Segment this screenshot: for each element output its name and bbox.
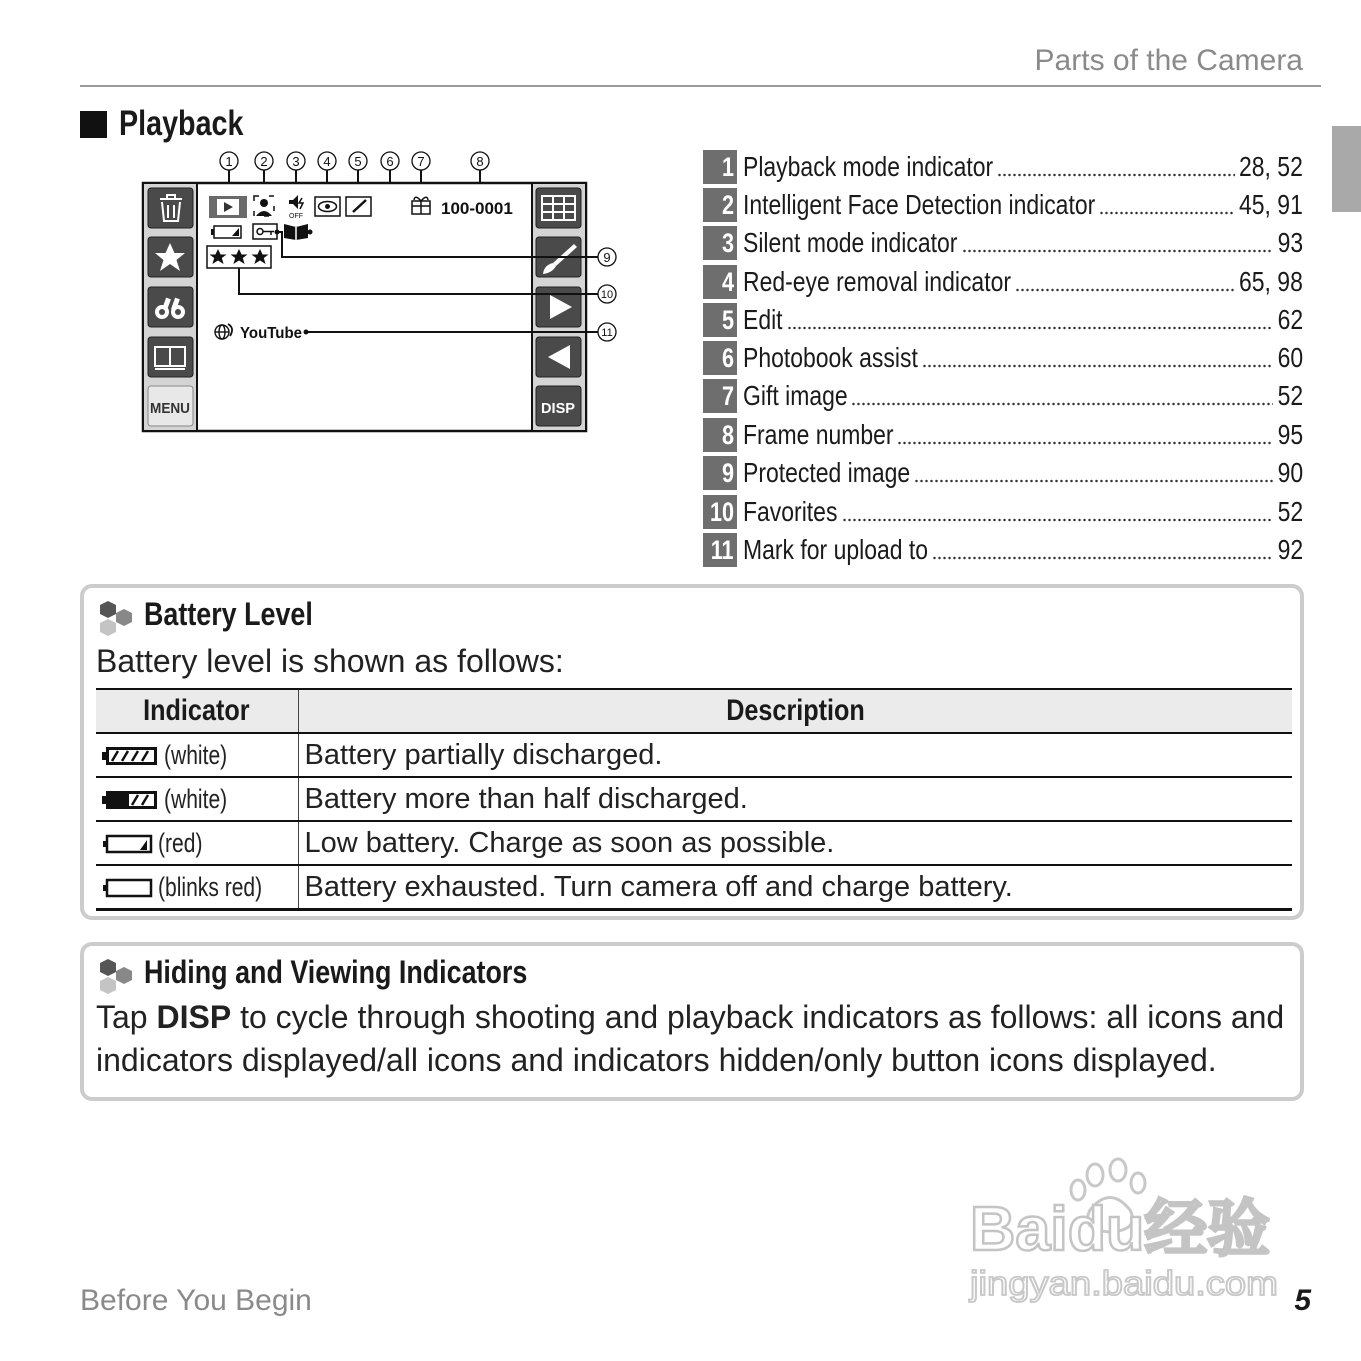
header-rule xyxy=(80,85,1321,87)
legend-leader-dots xyxy=(962,248,1273,254)
previous-button[interactable] xyxy=(536,337,581,377)
legend-leader-dots xyxy=(997,172,1235,178)
legend-item xyxy=(703,150,1303,184)
callout-4 xyxy=(318,152,336,170)
svg-text:3: 3 xyxy=(292,154,300,169)
legend-page-ref: 45, 91 xyxy=(1239,189,1303,220)
svg-text:6: 6 xyxy=(386,154,394,169)
legend-label: Mark for upload to xyxy=(743,534,929,565)
svg-text:DISP: DISP xyxy=(541,400,575,417)
indicator-cell: (red) xyxy=(96,821,298,865)
svg-text:7: 7 xyxy=(417,154,425,169)
legend-number: 7 xyxy=(703,379,737,413)
search-button[interactable] xyxy=(148,287,193,327)
youtube-label: YouTube xyxy=(240,325,303,342)
legend-page-ref: 92 xyxy=(1277,534,1303,565)
screen-diagram xyxy=(140,148,640,438)
legend-item xyxy=(703,303,1303,337)
legend-item xyxy=(703,226,1303,260)
favorites-stars xyxy=(207,246,271,268)
legend-leader-dots xyxy=(842,517,1274,523)
callout-3 xyxy=(287,152,305,170)
description-cell: Low battery. Charge as soon as possible. xyxy=(298,821,1292,865)
legend-number: 11 xyxy=(703,533,737,567)
menu-button[interactable] xyxy=(148,386,193,426)
legend-number: 8 xyxy=(703,418,737,452)
svg-text:5: 5 xyxy=(354,154,362,169)
baidu-watermark xyxy=(960,1150,1290,1310)
battery-title: Battery Level xyxy=(144,596,313,632)
legend-label: Playback mode indicator xyxy=(743,151,994,182)
legend-label: Photobook assist xyxy=(743,342,918,373)
battery-table xyxy=(96,688,1292,911)
disp-button[interactable] xyxy=(536,386,581,426)
tip-hexagon-icon xyxy=(96,958,136,996)
legend-page-ref: 93 xyxy=(1277,227,1303,258)
description-cell: Battery partially discharged. xyxy=(298,733,1292,777)
callout-10 xyxy=(598,285,616,303)
playback-mode-indicator xyxy=(209,196,247,218)
hiding-indicators-box xyxy=(80,942,1304,1101)
svg-text:OFF: OFF xyxy=(289,213,303,220)
legend-item xyxy=(703,418,1303,452)
battery-half-icon xyxy=(102,788,160,812)
legend-label: Gift image xyxy=(743,380,848,411)
legend-label: Frame number xyxy=(743,419,894,450)
legend-page-ref: 90 xyxy=(1277,457,1303,488)
hiding-text: Tap DISP to cycle through shooting and playback indicators as follows: all icons and indicators displayed/all icons and indicators hidden/only button icons displayed. xyxy=(96,999,1285,1078)
battery-partial-icon xyxy=(102,744,160,768)
red-eye-icon xyxy=(315,197,340,216)
legend-label: Protected image xyxy=(743,457,911,488)
table-row xyxy=(96,865,1292,910)
legend-number: 3 xyxy=(703,226,737,260)
legend-leader-dots xyxy=(1099,210,1235,216)
legend-page-ref: 65, 98 xyxy=(1239,266,1303,297)
indicator-cell: (white) xyxy=(96,733,298,777)
legend-page-ref: 52 xyxy=(1277,380,1303,411)
disp-keyword: DISP xyxy=(156,999,232,1035)
battery-empty-icon xyxy=(102,876,154,900)
photobook-button[interactable] xyxy=(148,337,193,377)
svg-text:2: 2 xyxy=(260,154,268,169)
battery-level-box xyxy=(80,584,1304,920)
callout-2 xyxy=(255,152,273,170)
legend-page-ref: 62 xyxy=(1277,304,1303,335)
table-row xyxy=(96,733,1292,777)
legend-item xyxy=(703,495,1303,529)
legend-number: 1 xyxy=(703,150,737,184)
callout-5 xyxy=(349,152,367,170)
battery-low-icon xyxy=(102,832,154,856)
legend-item xyxy=(703,265,1303,299)
legend-leader-dots xyxy=(787,325,1273,331)
frame-number: 100-0001 xyxy=(441,199,513,218)
tip-hexagon-icon xyxy=(96,600,136,638)
section-heading xyxy=(80,102,271,146)
legend-item xyxy=(703,379,1303,413)
callout-9 xyxy=(598,248,616,266)
svg-text:9: 9 xyxy=(603,250,611,265)
trash-button[interactable] xyxy=(148,188,193,228)
watermark-url: jingyan.baidu.com xyxy=(968,1265,1278,1303)
hiding-title: Hiding and Viewing Indicators xyxy=(144,954,528,990)
callout-6 xyxy=(381,152,399,170)
watermark-brand: Baidu经验 xyxy=(970,1195,1270,1264)
legend-label: Edit xyxy=(743,304,783,335)
legend-number: 10 xyxy=(703,495,737,529)
legend-page-ref: 28, 52 xyxy=(1239,151,1303,182)
indicator-cell: (blinks red) xyxy=(96,865,298,910)
legend-number: 2 xyxy=(703,188,737,222)
legend-leader-dots xyxy=(897,440,1273,446)
description-cell: Battery more than half discharged. xyxy=(298,777,1292,821)
battery-intro: Battery level is shown as follows: xyxy=(96,643,564,679)
legend-label: Red-eye removal indicator xyxy=(743,266,1011,297)
legend-number: 4 xyxy=(703,265,737,299)
thumbnail-button[interactable] xyxy=(536,188,581,228)
protected-key-icon xyxy=(253,224,277,239)
legend-item xyxy=(703,533,1303,567)
indicator-cell: (white) xyxy=(96,777,298,821)
legend-label: Favorites xyxy=(743,496,838,527)
legend-item xyxy=(703,341,1303,375)
legend-page-ref: 60 xyxy=(1277,342,1303,373)
legend-number: 9 xyxy=(703,456,737,490)
description-header: Description xyxy=(298,689,1292,733)
legend-item xyxy=(703,188,1303,222)
legend-page-ref: 95 xyxy=(1277,419,1303,450)
table-row xyxy=(96,777,1292,821)
heading-square-icon xyxy=(80,111,107,138)
svg-text:1: 1 xyxy=(225,154,233,169)
legend-leader-dots xyxy=(851,401,1273,407)
callout-1 xyxy=(220,152,238,170)
svg-text:4: 4 xyxy=(323,154,331,169)
footer-section-name: Before You Begin xyxy=(80,1284,312,1317)
svg-text:10: 10 xyxy=(600,289,614,301)
callout-7 xyxy=(412,152,430,170)
callout-11 xyxy=(598,323,616,341)
screen-battery-icon xyxy=(211,226,241,238)
description-cell: Battery exhausted. Turn camera off and charge battery. xyxy=(298,865,1292,910)
svg-text:MENU: MENU xyxy=(150,400,190,417)
favorite-button[interactable] xyxy=(148,237,193,277)
page-number: 5 xyxy=(1294,1284,1311,1317)
legend-label: Silent mode indicator xyxy=(743,227,958,258)
callout-8 xyxy=(471,152,489,170)
table-row xyxy=(96,821,1292,865)
legend-item xyxy=(703,456,1303,490)
header-title: Parts of the Camera xyxy=(1034,44,1303,77)
legend-number: 5 xyxy=(703,303,737,337)
legend-page-ref: 52 xyxy=(1277,496,1303,527)
section-title: Playback xyxy=(119,104,244,143)
svg-text:8: 8 xyxy=(476,154,484,169)
legend-leader-dots xyxy=(932,555,1274,561)
svg-text:11: 11 xyxy=(601,327,613,339)
legend-leader-dots xyxy=(922,363,1273,369)
legend-number: 6 xyxy=(703,341,737,375)
side-tab xyxy=(1332,126,1361,212)
edit-indicator-icon xyxy=(346,197,371,216)
legend-leader-dots xyxy=(914,478,1273,484)
legend-leader-dots xyxy=(1015,287,1235,293)
indicator-header: Indicator xyxy=(96,689,298,733)
legend-label: Intelligent Face Detection indicator xyxy=(743,189,1096,220)
